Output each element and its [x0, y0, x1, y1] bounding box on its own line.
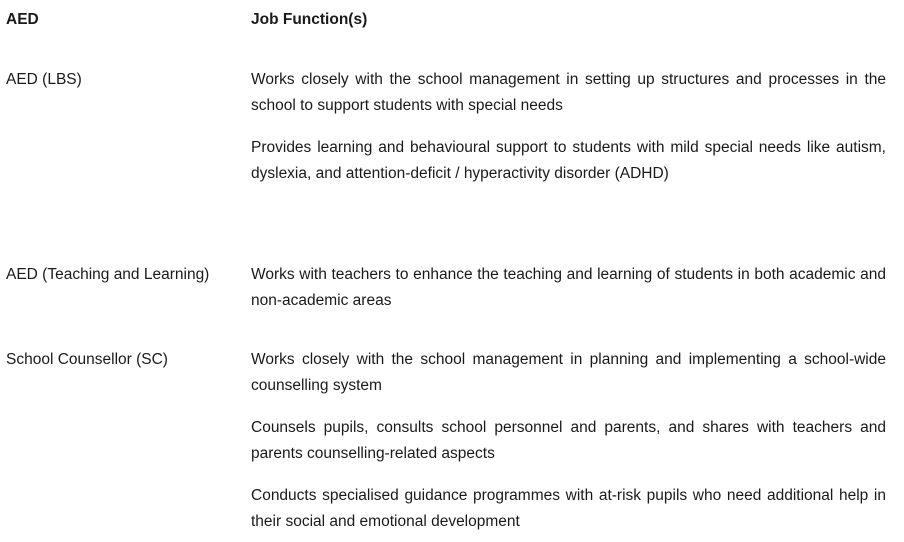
function-text: Works closely with the school management in setting up structures and processes in the school to support students with special needs [251, 71, 886, 114]
function-text: Works with teachers to enhance the teaching and learning of students in both academic and non-academic areas [251, 266, 886, 309]
function-text: Counsels pupils, consults school personnel and parents, and shares with teachers and parents counselling-related aspects [251, 419, 886, 462]
function-text: Conducts specialised guidance programmes with at-risk pupils who need additional help in their social and emotional development [251, 487, 886, 530]
header-job-functions: Job Function(s) [251, 11, 368, 28]
role-school-counsellor: School Counsellor (SC) [6, 351, 168, 368]
role-aed-lbs: AED (LBS) [6, 71, 82, 88]
header-aed: AED [6, 11, 39, 28]
function-text: Works closely with the school management in planning and implementing a school-wide counselling system [251, 351, 886, 394]
role-aed-teaching-learning: AED (Teaching and Learning) [6, 266, 210, 283]
function-text: Provides learning and behavioural support to students with mild special needs like autism, dyslexia, and attention-deficit / hyperactivity disorder (ADHD) [251, 139, 886, 182]
